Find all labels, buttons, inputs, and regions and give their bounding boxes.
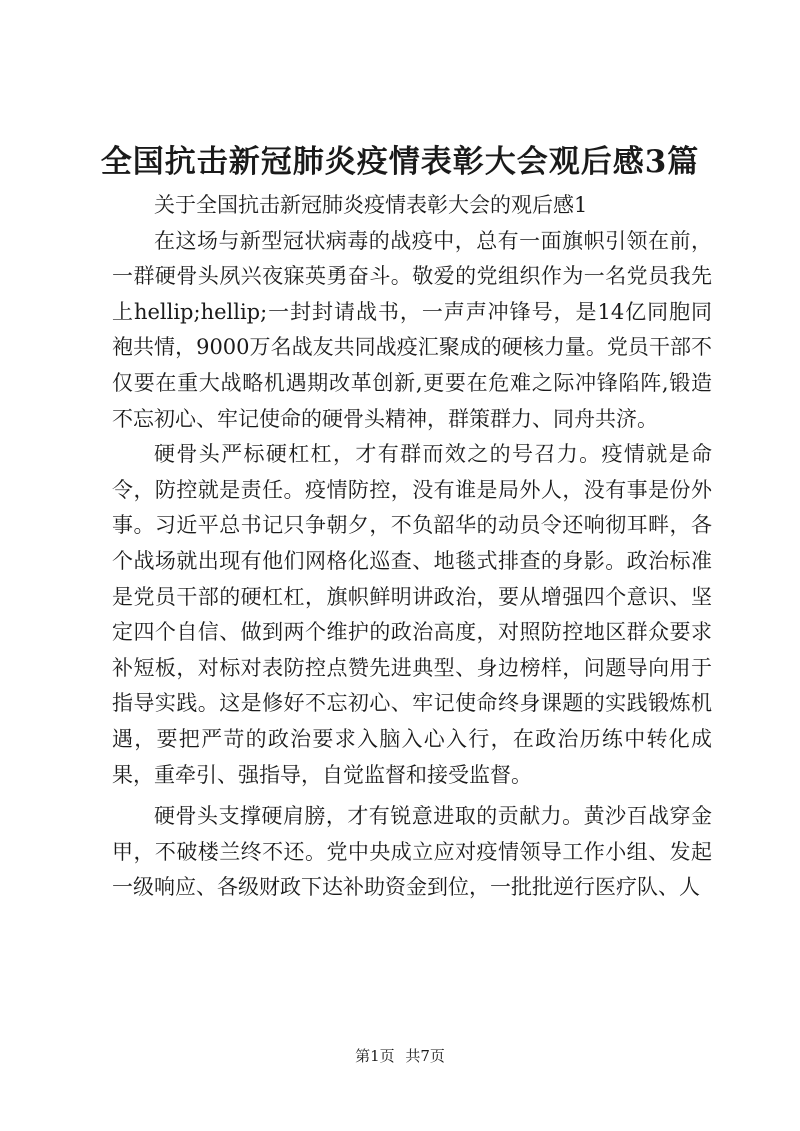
page-footer <box>0 1046 800 1066</box>
paragraph-1: 在这场与新型冠状病毒的战疫中，总有一面旗帜引领在前，一群硬骨头夙兴夜寐英勇奋斗。敬爱的党组织作为一名党员我先上hellip;hellip;一封封请战书，一声声冲锋号，是14亿同胞同袍共情，9000万名战友共同战疫汇聚成的硬核力量。党员干部不仅要在重大战略机遇期改革创新,更要在危难之际冲锋陷阵,锻造不忘初心、牢记使命的硬骨头精神，群策群力、同舟共济。 <box>112 228 712 431</box>
document-body <box>112 188 712 906</box>
subtitle-line: 关于全国抗击新冠肺炎疫情表彰大会的观后感1 <box>154 193 588 217</box>
page-total: 共7页 <box>405 1047 445 1065</box>
document-title: 全国抗击新冠肺炎疫情表彰大会观后感3篇 <box>100 144 700 180</box>
page-number: 第1页 <box>355 1047 395 1065</box>
paragraph-2: 硬骨头严标硬杠杠，才有群而效之的号召力。疫情就是命令，防控就是责任。疫情防控，没有谁是局外人，没有事是份外事。习近平总书记只争朝夕，不负韶华的动员令还响彻耳畔，各个战场就出现有他们网格化巡查、地毯式排查的身影。政治标准是党员干部的硬杠杠，旗帜鲜明讲政治，要从增强四个意识、坚定四个自信、做到两个维护的政治高度，对照防控地区群众要求补短板，对标对表防控点赞先进典型、身边榜样，问题导向用于指导实践。这是修好不忘初心、牢记使命终身课题的实践锻炼机遇，要把严苛的政治要求入脑入心入行，在政治历练中转化成果，重牵引、强指导，自觉监督和接受监督。 <box>112 442 712 787</box>
paragraph-3: 硬骨头支撑硬肩膀，才有锐意进取的贡献力。黄沙百战穿金甲，不破楼兰终不还。党中央成立应对疫情领导工作小组、发起一级响应、各级财政下达补助资金到位，一批批逆行医疗队、人 <box>112 804 712 900</box>
